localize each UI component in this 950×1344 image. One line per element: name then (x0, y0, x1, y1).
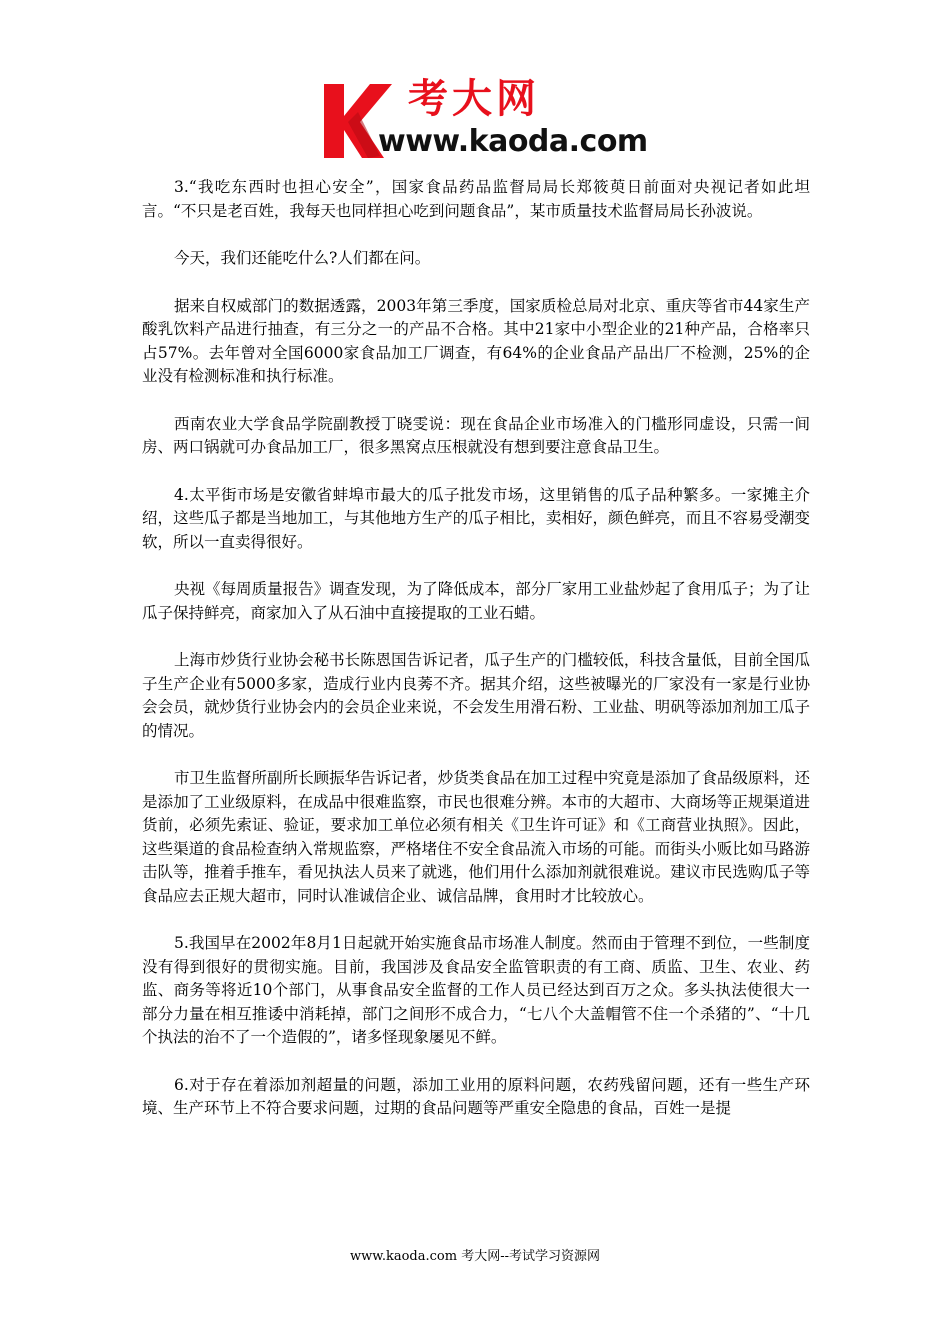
paragraph: 市卫生监督所副所长顾振华告诉记者，炒货类食品在加工过程中究竟是添加了食品级原料，还是添加了工业级原料，在成品中很难监察，市民也很难分辨。本市的大超市、大商场等正规渠道进货前，必须先索证、验证，要求加工单位必须有相关《卫生许可证》和《工商营业执照》。因此，这些渠道的食品检查纳入常规监察，严格堵住不安全食品流入市场的可能。而街头小贩比如马路游击队等，推着手推车，看见执法人员来了就逃，他们用什么添加剂就很难说。建议市民选购瓜子等食品应去正规大超市，同时认准诚信企业、诚信品牌，食用时才比较放心。 (142, 769, 810, 905)
logo-brand-text: 考大网 (408, 76, 540, 122)
paragraph: 3.“我吃东西时也担心安全”，国家食品药品监督局局长郑筱萸日前面对央视记者如此坦言。“不只是老百姓，我每天也同样担心吃到问题食品”，某市质量技术监督局局长孙波说。 (142, 178, 810, 220)
paragraph: 央视《每周质量报告》调查发现，为了降低成本，部分厂家用工业盐炒起了食用瓜子；为了让瓜子保持鲜亮，商家加入了从石油中直接提取的工业石蜡。 (142, 580, 810, 622)
paragraph: 上海市炒货行业协会秘书长陈恩国告诉记者，瓜子生产的门槛较低，科技含量低，目前全国瓜子生产企业有5000多家，造成行业内良莠不齐。据其介绍，这些被曝光的厂家没有一家是行业协会会员，就炒货行业协会内的会员企业来说，不会发生用滑石粉、工业盐、明矾等添加剂加工瓜子的情况。 (142, 651, 810, 740)
page-footer: www.kaoda.com 考大网--考试学习资源网 (350, 1249, 600, 1264)
logo-url-text: www.kaoda.com (378, 124, 648, 159)
site-logo[interactable] (318, 78, 648, 162)
paragraph: 据来自权威部门的数据透露，2003年第三季度，国家质检总局对北京、重庆等省市44家生产酸乳饮料产品进行抽查，有三分之一的产品不合格。其中21家中小型企业的21种产品，合格率只占57%。去年曾对全国6000家食品加工厂调查，有64%的企业食品产品出厂不检测，25%的企业没有检测标准和执行标准。 (142, 296, 810, 385)
article-body (142, 176, 810, 1145)
paragraph: 今天，我们还能吃什么?人们都在问。 (174, 249, 431, 267)
paragraph: 5.我国早在2002年8月1日起就开始实施食品市场准人制度。然而由于管理不到位，一些制度没有得到很好的贯彻实施。目前，我国涉及食品安全监管职责的有工商、质监、卫生、农业、药监、商务等将近10个部门，从事食品安全监督的工作人员已经达到百万之众。多头执法使很大一部分力量在相互推诿中消耗掉，部门之间形不成合力，“七八个大盖帽管不住一个杀猪的”、“十几个执法的治不了一个造假的”，诸多怪现象屡见不鲜。 (142, 934, 810, 1046)
paragraph: 6.对于存在着添加剂超量的问题，添加工业用的原料问题，农药残留问题，还有一些生产环境、生产环节上不符合要求问题，过期的食品问题等严重安全隐患的食品，百姓一是提 (142, 1075, 810, 1117)
paragraph: 4.太平街市场是安徽省蚌埠市最大的瓜子批发市场，这里销售的瓜子品种繁多。一家摊主介绍，这些瓜子都是当地加工，与其他地方生产的瓜子相比，卖相好，颜色鲜亮，而且不容易受潮变软，所以一直卖得很好。 (142, 485, 810, 551)
paragraph: 西南农业大学食品学院副教授丁晓雯说：现在食品企业市场准入的门槛形同虚设，只需一间房、两口锅就可办食品加工厂，很多黑窝点压根就没有想到要注意食品卫生。 (142, 414, 810, 456)
